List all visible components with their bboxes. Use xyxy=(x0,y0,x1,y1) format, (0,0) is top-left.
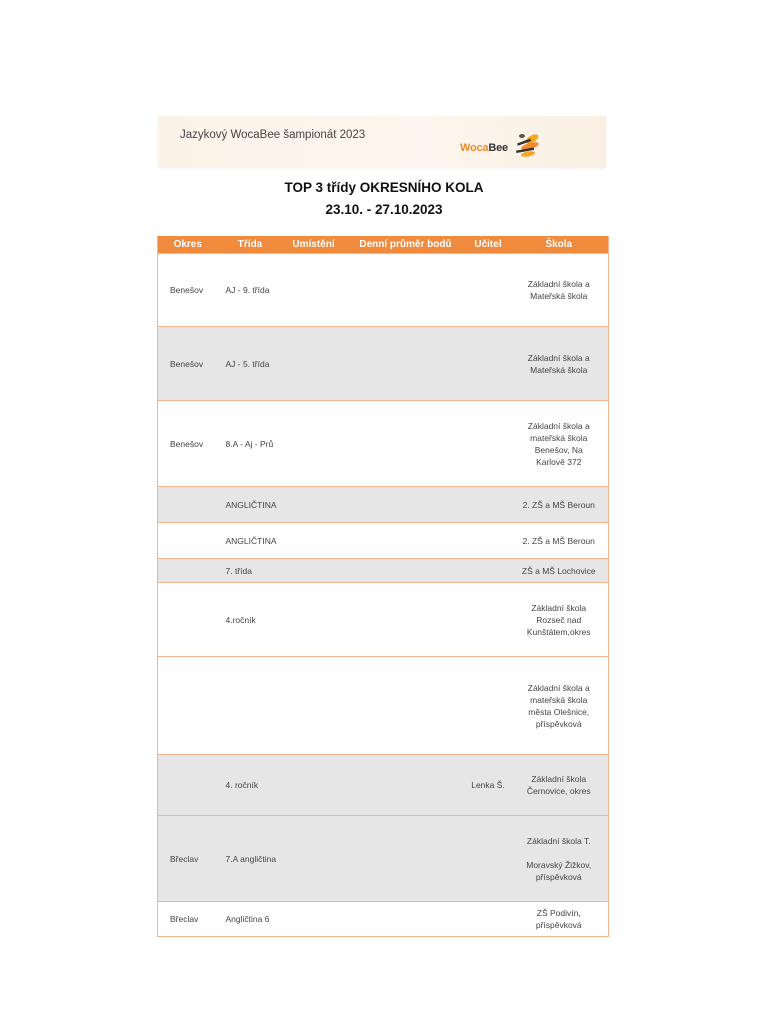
bee-icon xyxy=(508,130,542,160)
cell-skola: ZŠ Podivín, příspěvková xyxy=(510,902,609,937)
cell-okres xyxy=(158,583,218,657)
cell-ucitel xyxy=(467,487,510,523)
cell-ucitel xyxy=(467,254,510,327)
table-row xyxy=(158,559,609,583)
cell-ucitel: Lenka Š. xyxy=(467,755,510,816)
cell-trida: 4. ročník xyxy=(218,755,283,816)
cell-trida: ANGLIČTINA xyxy=(218,487,283,523)
cell-umisteni xyxy=(283,583,345,657)
col-header-umisteni: Umístění xyxy=(283,236,345,254)
col-header-prumer: Denní průměr bodů xyxy=(345,236,467,254)
cell-okres xyxy=(158,487,218,523)
cell-ucitel xyxy=(467,401,510,487)
cell-umisteni xyxy=(283,401,345,487)
cell-prumer xyxy=(345,583,467,657)
cell-skola: Základní škola Rozseč nad Kunštátem,okres xyxy=(510,583,609,657)
cell-trida: AJ - 5. třída xyxy=(218,327,283,401)
cell-ucitel xyxy=(467,816,510,902)
cell-ucitel xyxy=(467,523,510,559)
table-row xyxy=(158,254,609,327)
cell-trida: Angličtina 6 xyxy=(218,902,283,937)
col-header-trida: Třída xyxy=(218,236,283,254)
cell-skola: Základní škola T. Moravský Žižkov, příspěvková xyxy=(510,816,609,902)
table-row xyxy=(158,816,609,902)
cell-trida: 7. třída xyxy=(218,559,283,583)
logo-wordmark xyxy=(460,142,508,154)
wocabee-logo xyxy=(460,130,540,160)
cell-okres: Benešov xyxy=(158,401,218,487)
page-title: TOP 3 třídy OKRESNÍHO KOLA xyxy=(284,180,484,195)
cell-skola: Základní škola Černovice, okres xyxy=(510,755,609,816)
col-header-okres: Okres xyxy=(158,236,218,254)
cell-trida: AJ - 9. třída xyxy=(218,254,283,327)
cell-ucitel xyxy=(467,559,510,583)
cell-okres xyxy=(158,559,218,583)
cell-trida: ANGLIČTINA xyxy=(218,523,283,559)
cell-okres: Břeclav xyxy=(158,902,218,937)
cell-umisteni xyxy=(283,755,345,816)
cell-skola: Základní škola a Mateřská škola xyxy=(510,327,609,401)
table-row xyxy=(158,401,609,487)
cell-prumer xyxy=(345,755,467,816)
table-row xyxy=(158,755,609,816)
cell-ucitel xyxy=(467,327,510,401)
cell-ucitel xyxy=(467,583,510,657)
date-range: 23.10. - 27.10.2023 xyxy=(325,202,443,217)
cell-prumer xyxy=(345,401,467,487)
cell-umisteni xyxy=(283,657,345,755)
cell-skola: Základní škola a Mateřská škola xyxy=(510,254,609,327)
cell-prumer xyxy=(345,523,467,559)
cell-prumer xyxy=(345,816,467,902)
cell-skola: 2. ZŠ a MŠ Beroun xyxy=(510,487,609,523)
cell-skola: Základní škola a mateřská škola Benešov, Na Karlově 372 xyxy=(510,401,609,487)
cell-umisteni xyxy=(283,487,345,523)
col-header-skola: Škola xyxy=(510,236,609,254)
col-header-ucitel: Učitel xyxy=(467,236,510,254)
table-header-row xyxy=(158,236,609,254)
cell-prumer xyxy=(345,487,467,523)
table-row xyxy=(158,657,609,755)
logo-part-woca: Woca xyxy=(460,142,489,154)
cell-ucitel xyxy=(467,657,510,755)
cell-trida: 7.A angličtina xyxy=(218,816,283,902)
results-table xyxy=(157,236,609,937)
cell-prumer xyxy=(345,657,467,755)
cell-trida xyxy=(218,657,283,755)
header-banner xyxy=(158,116,606,168)
cell-trida: 4.ročník xyxy=(218,583,283,657)
cell-umisteni xyxy=(283,254,345,327)
cell-ucitel xyxy=(467,902,510,937)
cell-okres xyxy=(158,523,218,559)
cell-okres xyxy=(158,657,218,755)
cell-okres xyxy=(158,755,218,816)
cell-umisteni xyxy=(283,816,345,902)
cell-okres: Břeclav xyxy=(158,816,218,902)
cell-umisteni xyxy=(283,902,345,937)
cell-skola: 2. ZŠ a MŠ Beroun xyxy=(510,523,609,559)
cell-umisteni xyxy=(283,327,345,401)
cell-okres: Benešov xyxy=(158,327,218,401)
cell-prumer xyxy=(345,327,467,401)
cell-skola: ZŠ a MŠ Lochovice xyxy=(510,559,609,583)
cell-trida: 8.A - Aj - Prů xyxy=(218,401,283,487)
logo-part-bee: Bee xyxy=(488,142,508,154)
cell-umisteni xyxy=(283,559,345,583)
table-row xyxy=(158,327,609,401)
cell-prumer xyxy=(345,559,467,583)
cell-skola: Základní škola a mateřská škola města Olešnice, příspěvková xyxy=(510,657,609,755)
cell-okres: Benešov xyxy=(158,254,218,327)
table-row xyxy=(158,523,609,559)
table-row xyxy=(158,487,609,523)
banner-title: Jazykový WocaBee šampionát 2023 xyxy=(180,129,366,141)
cell-prumer xyxy=(345,902,467,937)
table-row xyxy=(158,583,609,657)
cell-umisteni xyxy=(283,523,345,559)
table-row xyxy=(158,902,609,937)
cell-prumer xyxy=(345,254,467,327)
